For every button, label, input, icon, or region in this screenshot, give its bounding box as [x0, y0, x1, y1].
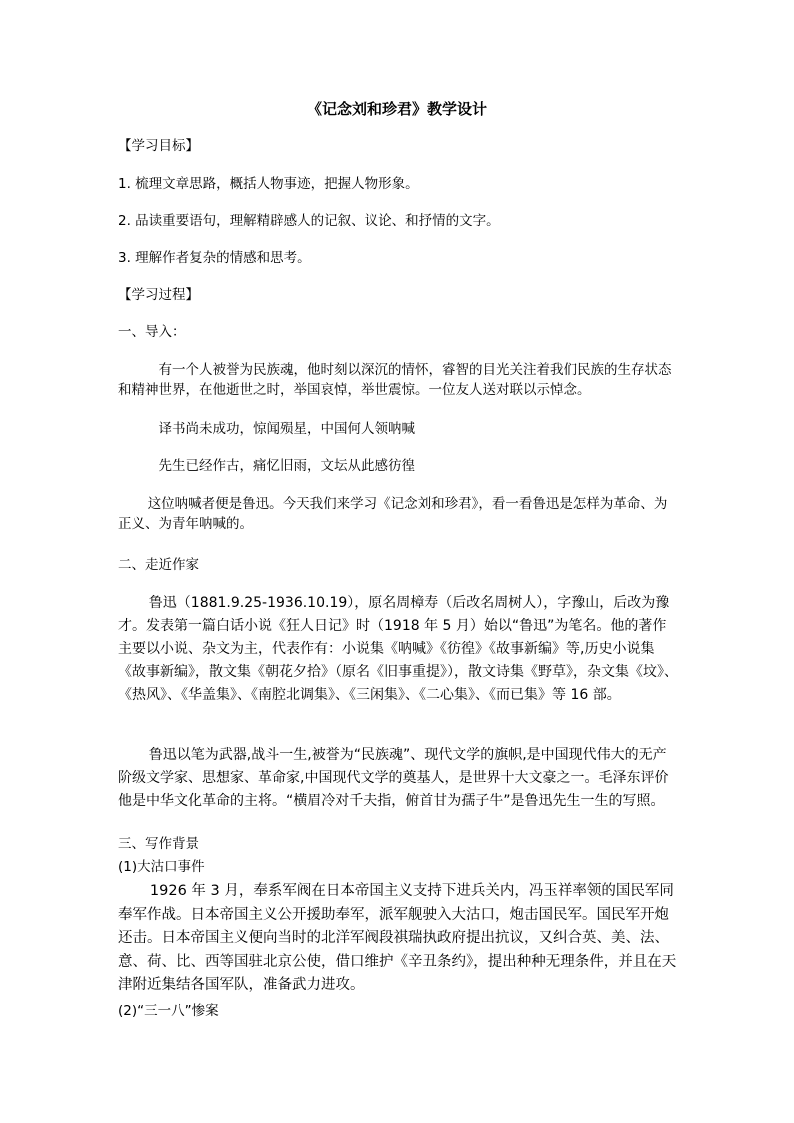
goal-item-2: 2. 品读重要语句，理解精辟感人的记叙、议论、和抒情的文字。: [118, 213, 500, 229]
couplet-line-1: 译书尚未成功，惊闻殒星，中国何人领呐喊: [158, 421, 415, 437]
intro-paragraph: 有一个人被誉为民族魂，他时刻以深沉的情怀，睿智的目光关注着我们民族的生存状态和精神世界，在他逝世之时，举国哀悼，举世震惊。一位友人送对联以示悼念。: [118, 362, 672, 398]
goal-item-1: 1. 梳理文章思路，概括人物事迹，把握人物形象。: [118, 176, 419, 192]
couplet-line-2: 先生已经作古，痛忆旧雨，文坛从此感彷徨: [158, 458, 415, 474]
intro-conclusion-paragraph: 这位呐喊者便是鲁迅。今天我们来学习《记念刘和珍君》，看一看鲁迅是怎样为革命、为正义、为青年呐喊的。: [118, 496, 668, 532]
author-evaluation-paragraph: 鲁迅以笔为武器,战斗一生,被誉为“民族魂”、现代文学的旗帜,是中国现代伟大的无产阶级文学家、思想家、革命家,中国现代文学的奠基人，是世界十大文豪之一。毛泽东评价他是中华文化革命的主将。“横眉冷对千夫指，俯首甘为孺子牛”是鲁迅先生一生的写照。: [118, 747, 669, 809]
heading-learning-goals: 【学习目标】: [118, 138, 199, 154]
subheading-318-massacre: (2)“三一八”惨案: [118, 1003, 219, 1019]
section-3-title: 三、写作背景: [118, 836, 199, 852]
section-2-title: 二、走近作家: [118, 557, 199, 573]
section-1-title: 一、导入：: [118, 324, 186, 340]
author-bio-paragraph: 鲁迅（1881.9.25-1936.10.19），原名周樟寿（后改名周树人），字豫山，后改为豫才。发表第一篇白话小说《狂人日记》时（1918 年 5 月）始以“鲁迅”为笔名。他的著作主要以小说、杂文为主，代表作有：小说集《呐喊》《彷徨》《故事新编》等,历史小说集《故事新编》，散文集《朝花夕拾》（原名《旧事重提》），散文诗集《野草》，杂文集《坟》、《热风》、《华盖集》、《南腔北调集》、《三闲集》、《二心集》、《而已集》等 16 部。: [118, 595, 678, 703]
document-title: 《记念刘和珍君》教学设计: [306, 100, 487, 118]
goal-item-3: 3. 理解作者复杂的情感和思考。: [118, 250, 311, 266]
background-paragraph: 1926 年 3 月，奉系军阀在日本帝国主义支持下进兵关内，冯玉祥率领的国民军同奉军作战。日本帝国主义公开援助奉军，派军舰驶入大沽口，炮击国民军。国民军开炮还击。日本帝国主义便向当时的北洋军阀段祺瑞执政府提出抗议，又纠合英、美、法、意、荷、比、西等国驻北京公使，借口维护《辛丑条约》，提出种种无理条件，并且在天津附近集结各国军队，准备武力进攻。: [118, 883, 677, 993]
heading-learning-process: 【学习过程】: [118, 287, 199, 303]
subheading-dagukou-incident: (1)大沽口事件: [118, 859, 205, 875]
